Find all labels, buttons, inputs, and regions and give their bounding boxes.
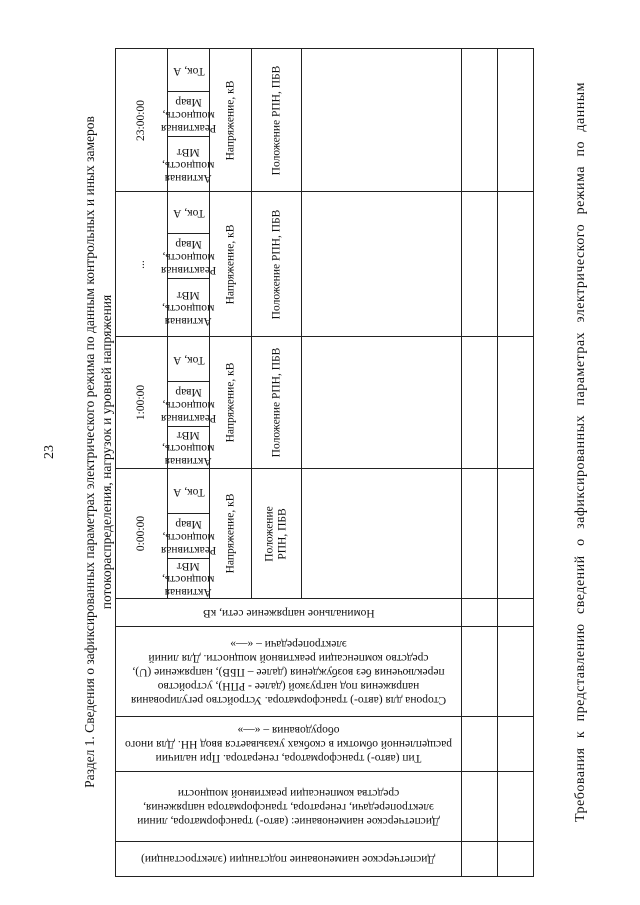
parameters-table	[115, 48, 534, 877]
data-cell	[462, 627, 498, 717]
active-header: Активная мощность, МВт	[168, 279, 210, 337]
parameters-table-container	[115, 48, 533, 865]
data-cell	[498, 337, 534, 469]
time-cell: ...	[116, 192, 168, 337]
data-cell	[302, 192, 462, 337]
data-cell	[498, 49, 534, 192]
nominal-voltage-header: Номинальное напряжение сети, кВ	[116, 599, 462, 627]
side-header: Сторона для (авто-) трансформатора. Устройство регулирования напряжения под нагрузкой (далее - РПН), устройство переключения без возбуждения (далее – ПБВ), напряжение (U), средство компенсации реактивной мощности. Для линий электропередачи – «—»	[116, 627, 462, 717]
data-cell	[498, 599, 534, 627]
data-cell	[462, 192, 498, 337]
reactive-header: Реактивная мощность, Мвар	[168, 234, 210, 279]
data-cell	[462, 469, 498, 599]
data-cell	[462, 717, 498, 772]
voltage-header: Напряжение, кВ	[210, 337, 252, 469]
section-heading	[81, 22, 115, 882]
reactive-header: Реактивная мощность, Мвар	[168, 382, 210, 427]
data-cell	[498, 192, 534, 337]
data-cell	[302, 469, 462, 599]
reactive-header: Реактивная мощность, Мвар	[168, 92, 210, 137]
time-cell: 1:00:00	[116, 337, 168, 469]
active-header: Активная мощность, МВт	[168, 137, 210, 192]
data-cell	[498, 469, 534, 599]
current-header: Ток, А	[168, 469, 210, 514]
current-header: Ток, А	[168, 192, 210, 234]
data-cell	[498, 627, 534, 717]
data-cell	[498, 717, 534, 772]
data-cell	[302, 337, 462, 469]
time-label: 23:00:00	[134, 99, 147, 141]
data-cell	[498, 772, 534, 842]
voltage-header: Напряжение, кВ	[210, 192, 252, 337]
position-header: Положение РПН, ПБВ	[252, 49, 302, 192]
equipment-name-header: Диспетчерское наименование: (авто-) трансформатора, линии электропередачи, генератора, трансформатора напряжения, средства компенсации реактивной мощности	[116, 772, 462, 842]
active-header: Активная мощность, МВт	[168, 427, 210, 469]
data-cell	[462, 337, 498, 469]
position-header: Положение РПН, ПБВ	[252, 337, 302, 469]
voltage-header: Напряжение, кВ	[210, 49, 252, 192]
current-header: Ток, А	[168, 49, 210, 92]
data-cell	[302, 49, 462, 192]
voltage-header: Напряжение, кВ	[210, 469, 252, 599]
time-cell	[116, 49, 168, 192]
data-cell	[462, 772, 498, 842]
position-header: Положение РПН, ПБВ	[252, 192, 302, 337]
reactive-header: Реактивная мощность, Мвар	[168, 514, 210, 559]
active-header: Активная мощность, МВт	[162, 560, 215, 598]
time-cell: 0:00:00	[116, 469, 168, 599]
requirements-footer: Требования к представлению сведений о зафиксированных параметрах электрического режима по данным	[573, 82, 588, 822]
type-header: Тип (авто-) трансформатора, генератора. При наличии расщепленной обмотки в скобках указывается ввод НН. Для иного оборудования – «—»	[116, 717, 462, 772]
substation-name-header: Диспетчерское наименование подстанции (электростанции)	[116, 842, 462, 877]
position-header: Положение РПН, ПБВ	[252, 469, 302, 599]
data-cell	[462, 842, 498, 877]
page-number: 23	[42, 445, 57, 459]
data-cell	[498, 842, 534, 877]
data-cell	[462, 49, 498, 192]
heading-line-2: потокораспределения, нагрузок и уровней напряжения	[99, 294, 114, 610]
current-header: Ток, А	[168, 337, 210, 382]
data-cell	[462, 599, 498, 627]
heading-line-1: Раздел 1. Сведения о зафиксированных параметрах электрического режима по данным контрольных и иных замеров	[82, 116, 97, 788]
